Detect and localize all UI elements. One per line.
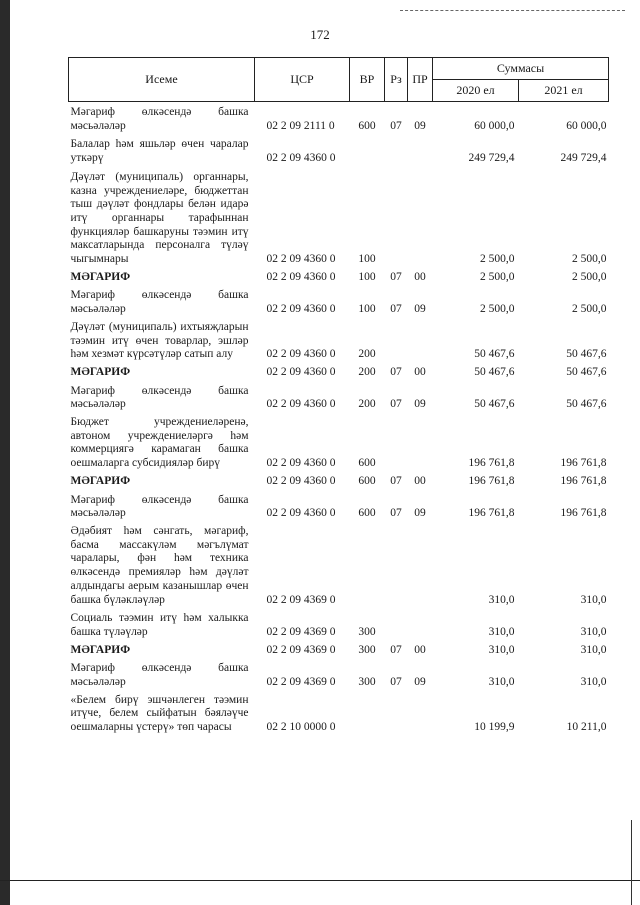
table-row [69, 412, 609, 471]
row-pr-code [408, 133, 433, 165]
row-pr-code [408, 412, 433, 471]
row-vr-code: 200 [358, 348, 376, 361]
header-csr: ЦСР [255, 58, 350, 102]
row-csr-code: 02 2 09 4360 0 [266, 270, 336, 283]
row-sum-2021: 310,0 [580, 625, 607, 638]
row-vr-code: 300 [358, 676, 376, 689]
row-sum-2020: 2 500,0 [480, 253, 515, 266]
row-name: Дәүләт (муниципаль) органнары, казна учреждениеләре, бюджеттан тыш дәүләт фондлары белән идарә итү органнары тарафыннан функцияләр башкаруны тәэмин итү максатларында персоналга түләү чыгымнары [70, 170, 249, 266]
row-name: МӘГАРИФ [70, 270, 131, 283]
row-name: Әдәбият һәм сәнгать, мәгариф, басма массакүләм мәгълүмат чаралары, фән һәм техника өлкәсендә премияләр һәм дәүләт алдындагы аерым казанышлар өчен башка бүләкләүләр [70, 524, 249, 606]
row-csr-code: 02 2 09 4369 0 [266, 593, 336, 606]
row-sum-2020: 196 761,8 [468, 474, 515, 487]
row-sum-2021: 196 761,8 [560, 474, 607, 487]
row-sum-2021: 310,0 [580, 676, 607, 689]
row-vr-code: 100 [358, 253, 376, 266]
row-rz-code [385, 607, 408, 639]
row-sum-2021: 196 761,8 [560, 457, 607, 470]
budget-table-container [68, 57, 608, 735]
table-row [69, 607, 609, 639]
row-name: Бюджет учреждениеләренә, автоном учреждениеләргә һәм коммерциягә карамаган башка оешмаларга субсидияләр бирү [70, 416, 249, 470]
row-pr-code: 09 [414, 119, 426, 132]
row-sum-2020: 196 761,8 [468, 457, 515, 470]
header-vr: ВР [350, 58, 385, 102]
row-rz-code [385, 166, 408, 267]
row-csr-code: 02 2 09 4369 0 [266, 643, 336, 656]
row-sum-2021: 2 500,0 [572, 270, 607, 283]
row-sum-2021: 60 000,0 [566, 119, 607, 132]
row-csr-code: 02 2 10 0000 0 [266, 721, 336, 734]
row-sum-2021: 50 467,6 [566, 348, 607, 361]
row-rz-code: 07 [390, 643, 402, 656]
row-vr-code: 200 [358, 398, 376, 411]
table-row [69, 284, 609, 316]
row-sum-2021: 2 500,0 [572, 303, 607, 316]
scan-top-line [400, 10, 625, 11]
row-sum-2020: 50 467,6 [474, 365, 515, 378]
row-rz-code: 07 [390, 398, 402, 411]
row-vr-code [350, 133, 385, 165]
row-vr-code: 600 [358, 507, 376, 520]
row-pr-code: 09 [414, 398, 426, 411]
row-sum-2021: 2 500,0 [572, 253, 607, 266]
table-row [69, 640, 609, 658]
row-name: Дәүләт (муниципаль) ихтыяҗларын тәэмин итү өчен товарлар, эшләр һәм хезмәт күрсәтүләр сатып алу [70, 320, 249, 361]
table-body [69, 102, 609, 735]
row-rz-code: 07 [390, 270, 402, 283]
row-csr-code: 02 2 09 4360 0 [266, 253, 336, 266]
row-pr-code: 00 [414, 270, 426, 283]
row-pr-code [408, 521, 433, 607]
row-name: МӘГАРИФ [70, 643, 131, 656]
row-name: Мәгариф өлкәсендә башка мәсьәләләр [70, 384, 249, 411]
row-vr-code [350, 690, 385, 735]
row-sum-2020: 50 467,6 [474, 348, 515, 361]
header-year-2020: 2020 ел [433, 80, 519, 102]
table-row [69, 690, 609, 735]
table-row [69, 380, 609, 412]
row-pr-code: 00 [414, 365, 426, 378]
row-rz-code: 07 [390, 676, 402, 689]
scan-left-edge [0, 0, 10, 905]
row-sum-2020: 310,0 [488, 593, 515, 606]
row-rz-code: 07 [390, 303, 402, 316]
row-pr-code: 09 [414, 676, 426, 689]
row-csr-code: 02 2 09 4360 0 [266, 474, 336, 487]
table-row [69, 489, 609, 521]
row-pr-code: 00 [414, 643, 426, 656]
table-row [69, 521, 609, 607]
row-rz-code [385, 412, 408, 471]
table-row [69, 267, 609, 285]
header-rz: Рз [385, 58, 408, 102]
row-rz-code [385, 521, 408, 607]
row-sum-2020: 249 729,4 [468, 152, 515, 165]
row-name: Социаль тәэмин итү һәм халыкка башка түләүләр [70, 612, 249, 638]
row-vr-code: 300 [358, 625, 376, 638]
row-name: Мәгариф өлкәсендә башка мәсьәләләр [70, 493, 249, 520]
row-sum-2020: 50 467,6 [474, 398, 515, 411]
row-csr-code: 02 2 09 2111 0 [266, 119, 335, 132]
row-name: Балалар һәм яшьләр өчен чаралар уткәрү [70, 138, 249, 165]
scan-right-edge [631, 820, 632, 905]
table-row [69, 133, 609, 165]
row-sum-2020: 2 500,0 [480, 270, 515, 283]
row-sum-2020: 10 199,9 [474, 721, 515, 734]
row-csr-code: 02 2 09 4360 0 [266, 303, 336, 316]
row-vr-code: 300 [358, 643, 376, 656]
row-name: МӘГАРИФ [70, 474, 131, 487]
row-csr-code: 02 2 09 4369 0 [266, 676, 336, 689]
table-row [69, 317, 609, 362]
row-vr-code: 100 [358, 303, 376, 316]
row-vr-code [350, 521, 385, 607]
row-vr-code: 600 [358, 474, 376, 487]
row-rz-code: 07 [390, 507, 402, 520]
row-sum-2020: 2 500,0 [480, 303, 515, 316]
row-csr-code: 02 2 09 4360 0 [266, 398, 336, 411]
row-vr-code: 200 [358, 365, 376, 378]
row-name: Мәгариф өлкәсендә башка мәсьәләләр [70, 662, 249, 689]
row-sum-2020: 310,0 [488, 643, 515, 656]
page-number: 172 [310, 27, 330, 42]
row-name: Мәгариф өлкәсендә башка мәсьәләләр [70, 106, 249, 132]
table-row [69, 102, 609, 134]
row-sum-2021: 50 467,6 [566, 365, 607, 378]
row-csr-code: 02 2 09 4360 0 [266, 348, 336, 361]
row-name: Мәгариф өлкәсендә башка мәсьәләләр [70, 289, 249, 316]
row-csr-code: 02 2 09 4360 0 [266, 507, 336, 520]
row-rz-code [385, 317, 408, 362]
row-sum-2021: 10 211,0 [566, 721, 607, 734]
table-row [69, 657, 609, 689]
row-rz-code [385, 690, 408, 735]
table-row [69, 471, 609, 489]
row-pr-code [408, 607, 433, 639]
table-row [69, 166, 609, 267]
row-pr-code [408, 317, 433, 362]
row-sum-2020: 60 000,0 [474, 119, 515, 132]
header-sums: Суммасы [433, 58, 609, 80]
row-vr-code: 600 [358, 457, 376, 470]
table-row [69, 362, 609, 380]
row-rz-code: 07 [390, 365, 402, 378]
row-rz-code [385, 133, 408, 165]
row-sum-2020: 310,0 [488, 625, 515, 638]
row-sum-2021: 310,0 [580, 593, 607, 606]
row-pr-code: 09 [414, 507, 426, 520]
row-sum-2021: 310,0 [580, 643, 607, 656]
row-rz-code: 07 [390, 119, 402, 132]
scan-bottom-edge [0, 880, 640, 881]
row-csr-code: 02 2 09 4360 0 [266, 457, 336, 470]
row-sum-2020: 310,0 [488, 676, 515, 689]
row-name: «Белем бирү эшчәнлеген тәэмин итүче, белем сыйфатын бәяләүче оешмаларны үстерү» төп чарасы [70, 693, 249, 734]
row-csr-code: 02 2 09 4369 0 [266, 625, 336, 638]
row-pr-code [408, 690, 433, 735]
row-vr-code: 100 [358, 270, 376, 283]
row-pr-code: 09 [414, 303, 426, 316]
row-pr-code: 00 [414, 474, 426, 487]
header-year-2021: 2021 ел [519, 80, 609, 102]
row-csr-code: 02 2 09 4360 0 [266, 365, 336, 378]
row-sum-2021: 249 729,4 [560, 152, 607, 165]
header-name: Исеме [69, 58, 255, 102]
row-rz-code: 07 [390, 474, 402, 487]
row-sum-2021: 196 761,8 [560, 507, 607, 520]
table-header [69, 58, 609, 102]
row-sum-2021: 50 467,6 [566, 398, 607, 411]
row-pr-code [408, 166, 433, 267]
row-csr-code: 02 2 09 4360 0 [266, 152, 336, 165]
budget-table [68, 57, 609, 735]
row-name: МӘГАРИФ [70, 365, 131, 378]
row-vr-code: 600 [358, 119, 376, 132]
row-sum-2020: 196 761,8 [468, 507, 515, 520]
header-pr: ПР [408, 58, 433, 102]
